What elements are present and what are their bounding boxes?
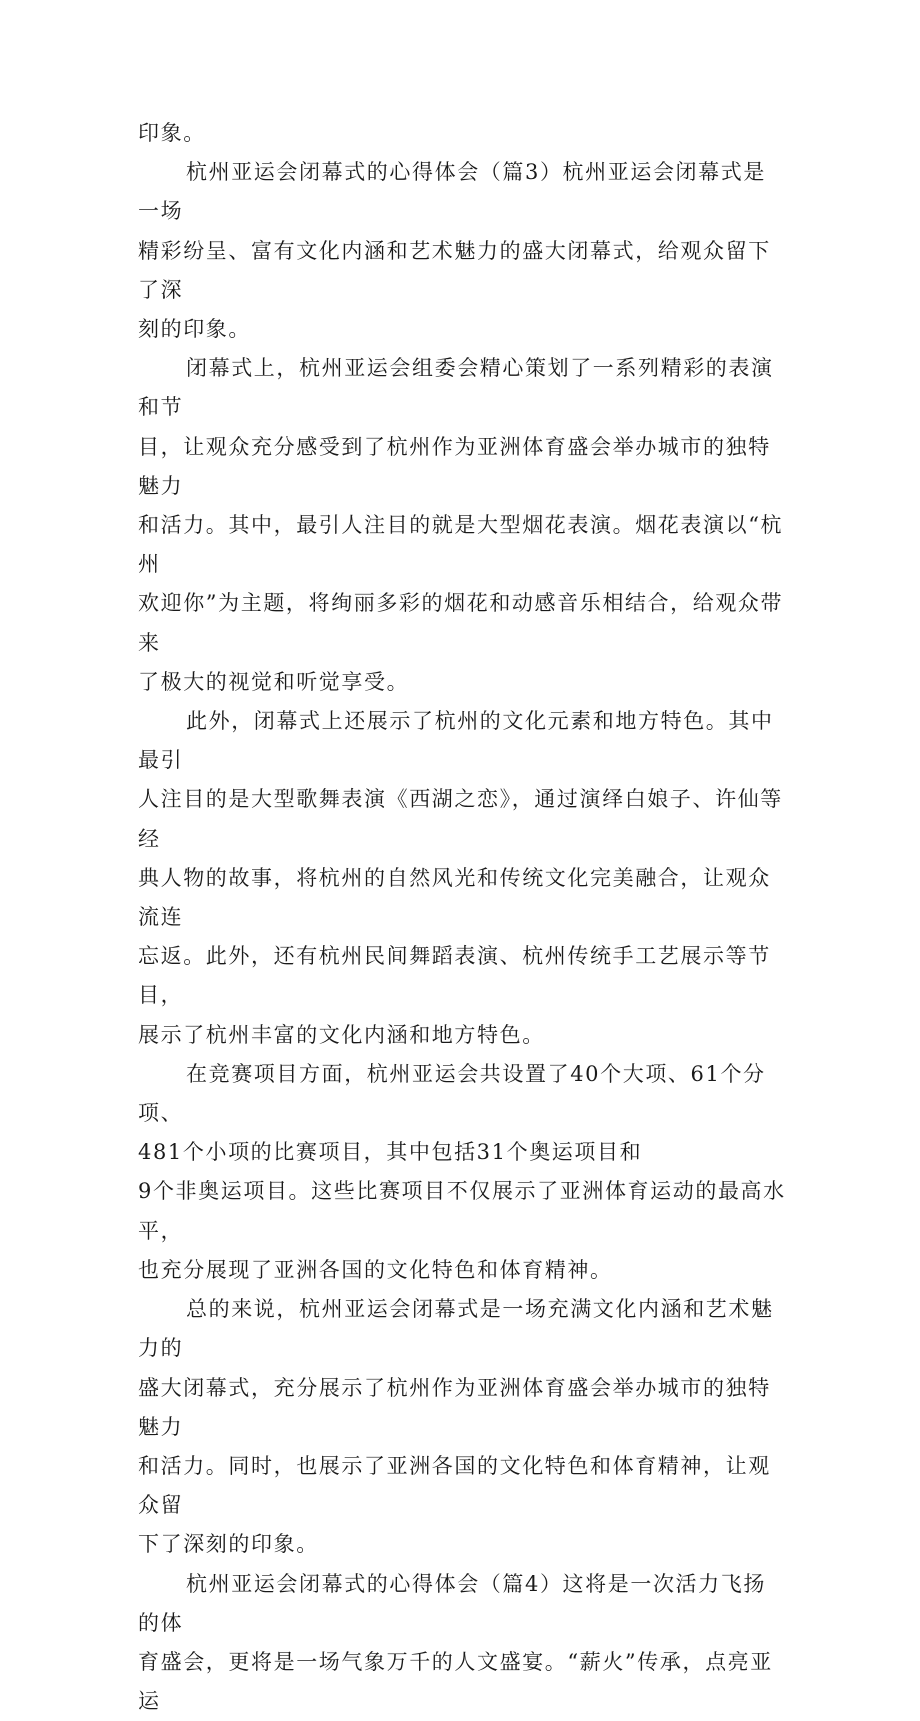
line: 此外，闭幕式上还展示了杭州的文化元素和地方特色。其中最引 xyxy=(138,709,774,773)
line: 和活力。同时，也展示了亚洲各国的文化特色和体育精神，让观众留 xyxy=(138,1453,771,1518)
line: 育盛会，更将是一场气象万千的人文盛宴。“薪火”传承，点亮亚运 xyxy=(138,1649,773,1714)
line: 了极大的视觉和听觉享受。 xyxy=(138,669,410,694)
line: 闭幕式上，杭州亚运会组委会精心策划了一系列精彩的表演和节 xyxy=(138,356,774,420)
paragraph-5 xyxy=(138,1055,788,1290)
document-body xyxy=(138,114,788,1721)
paragraph-7 xyxy=(138,1565,788,1721)
line: 也充分展现了亚洲各国的文化特色和体育精神。 xyxy=(138,1257,613,1282)
line: 杭州亚运会闭幕式的心得体会（篇4）这将是一次活力飞扬的体 xyxy=(138,1571,766,1635)
line: 欢迎你”为主题，将绚丽多彩的烟花和动感音乐相结合，给观众带来 xyxy=(138,591,784,655)
line: 杭州亚运会闭幕式的心得体会（篇3）杭州亚运会闭幕式是一场 xyxy=(138,160,766,224)
line: 忘返。此外，还有杭州民间舞蹈表演、杭州传统手工艺展示等节目， xyxy=(138,944,771,1008)
line: 精彩纷呈、富有文化内涵和艺术魅力的盛大闭幕式，给观众留下了深 xyxy=(138,238,771,302)
paragraph-3 xyxy=(138,349,788,702)
line: 刻的印象。 xyxy=(138,317,251,342)
line: 展示了杭州丰富的文化内涵和地方特色。 xyxy=(138,1022,545,1047)
paragraph-4 xyxy=(138,702,788,1055)
line: 和活力。其中，最引人注目的就是大型烟花表演。烟花表演以“杭州 xyxy=(138,513,784,577)
line: 盛大闭幕式，充分展示了杭州作为亚洲体育盛会举办城市的独特魅力 xyxy=(138,1375,771,1439)
line: 9个非奥运项目。这些比赛项目不仅展示了亚洲体育运动的最高水平， xyxy=(138,1179,786,1243)
line: 481个小项的比赛项目，其中包括31个奥运项目和 xyxy=(138,1140,643,1165)
line: 典人物的故事，将杭州的自然风光和传统文化完美融合，让观众流连 xyxy=(138,865,771,930)
line: 印象。 xyxy=(138,121,206,145)
line: 总的来说，杭州亚运会闭幕式是一场充满文化内涵和艺术魅力的 xyxy=(138,1297,774,1361)
line: 目，让观众充分感受到了杭州作为亚洲体育盛会举办城市的独特魅力 xyxy=(138,434,771,498)
line: 在竞赛项目方面，杭州亚运会共设置了40个大项、61个分项、 xyxy=(138,1061,766,1126)
line: 下了深刻的印象。 xyxy=(138,1532,319,1557)
paragraph-1 xyxy=(138,114,788,153)
paragraph-6 xyxy=(138,1290,788,1564)
paragraph-2 xyxy=(138,153,788,349)
line: 人注目的是大型歌舞表演《西湖之恋》，通过演绎白娘子、许仙等经 xyxy=(138,787,783,851)
